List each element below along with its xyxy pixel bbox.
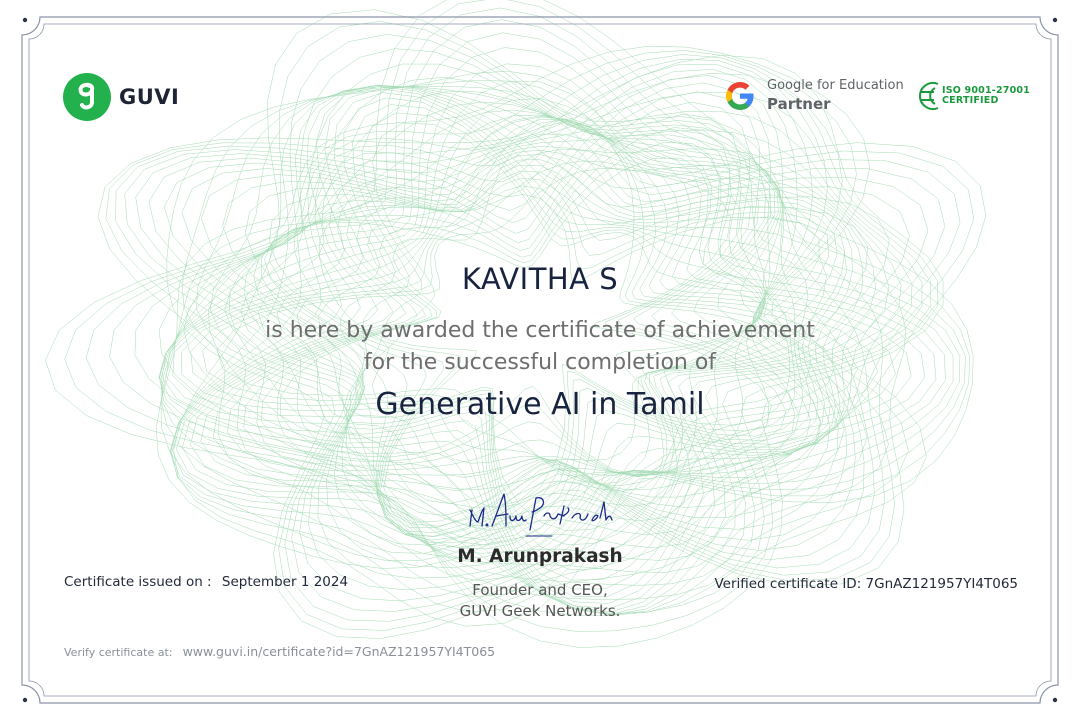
award-statement-line2: for the successful completion of: [363, 350, 717, 375]
iso-line2: CERTIFIED: [942, 95, 999, 106]
issued-on: [64, 574, 348, 590]
google-g-icon: [724, 80, 756, 112]
google-partner-badge: [724, 78, 904, 114]
verify-label: Verify certificate at:: [64, 646, 173, 659]
guvi-logo-text: GUVI: [119, 85, 180, 109]
verified-certificate-id: Verified certificate ID: 7GnAZ121957YI4T065: [714, 576, 1018, 592]
guvi-logo: [63, 73, 179, 121]
iso-certified-badge: [918, 80, 1030, 112]
signatory-name: M. Arunprakash: [457, 546, 623, 567]
issued-on-date: September 1 2024: [221, 574, 349, 590]
course-title: Generative AI in Tamil: [375, 387, 705, 422]
iso-line1: ISO 9001-27001: [942, 85, 1030, 97]
verify-url-link[interactable]: www.guvi.in/certificate?id=7GnAZ121957YI4T065: [182, 644, 496, 659]
signatory-company: GUVI Geek Networks.: [459, 602, 621, 620]
issued-on-label: Certificate issued on :: [64, 574, 212, 590]
verify-certificate: [64, 641, 495, 660]
signatory-role: Founder and CEO,: [472, 581, 608, 599]
signature: [460, 486, 620, 542]
recipient-name: KAVITHA S: [461, 262, 619, 296]
award-statement-line1: is here by awarded the certificate of achievement: [265, 318, 815, 343]
guvi-logo-icon: [63, 73, 111, 121]
google-partner-line2: Partner: [767, 95, 831, 114]
google-partner-line1: Google for Education: [767, 78, 904, 93]
globe-icon: [918, 80, 940, 112]
